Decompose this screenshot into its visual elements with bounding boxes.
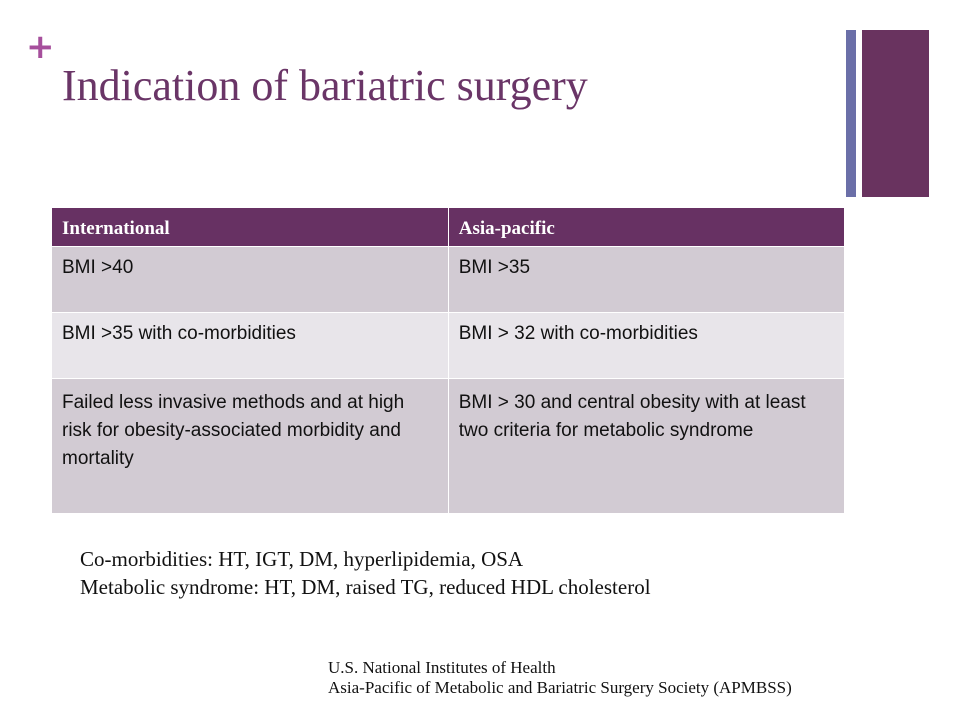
table-cell-international: BMI >35 with co-morbidities (52, 313, 448, 379)
plus-icon: + (26, 27, 55, 67)
table-cell-international: Failed less invasive methods and at high risk for obesity-associated morbidity and mortality (52, 379, 448, 514)
table-cell-asia-pacific: BMI > 32 with co-morbidities (448, 313, 844, 379)
table-row (52, 379, 845, 514)
header-asia-pacific: Asia-pacific (448, 208, 844, 247)
reference-nih: U.S. National Institutes of Health (328, 658, 556, 677)
accent-bar-thin (846, 30, 856, 197)
references (328, 658, 792, 698)
table-row (52, 247, 845, 313)
header-international: International (52, 208, 448, 247)
table-cell-asia-pacific: BMI >35 (448, 247, 844, 313)
table-cell-international: BMI >40 (52, 247, 448, 313)
note-metabolic-syndrome: Metabolic syndrome: HT, DM, raised TG, reduced HDL cholesterol (80, 575, 651, 599)
note-comorbidities: Co-morbidities: HT, IGT, DM, hyperlipidemia, OSA (80, 547, 524, 571)
indication-table (52, 208, 845, 514)
table-header-row (52, 208, 845, 247)
table-cell-asia-pacific: BMI > 30 and central obesity with at least two criteria for metabolic syndrome (448, 379, 844, 514)
slide-title: Indication of bariatric surgery (62, 61, 588, 110)
footnotes (80, 545, 651, 601)
accent-bar-thick (862, 30, 929, 197)
table-row (52, 313, 845, 379)
reference-apmbss: Asia-Pacific of Metabolic and Bariatric Surgery Society (APMBSS) (328, 678, 792, 697)
